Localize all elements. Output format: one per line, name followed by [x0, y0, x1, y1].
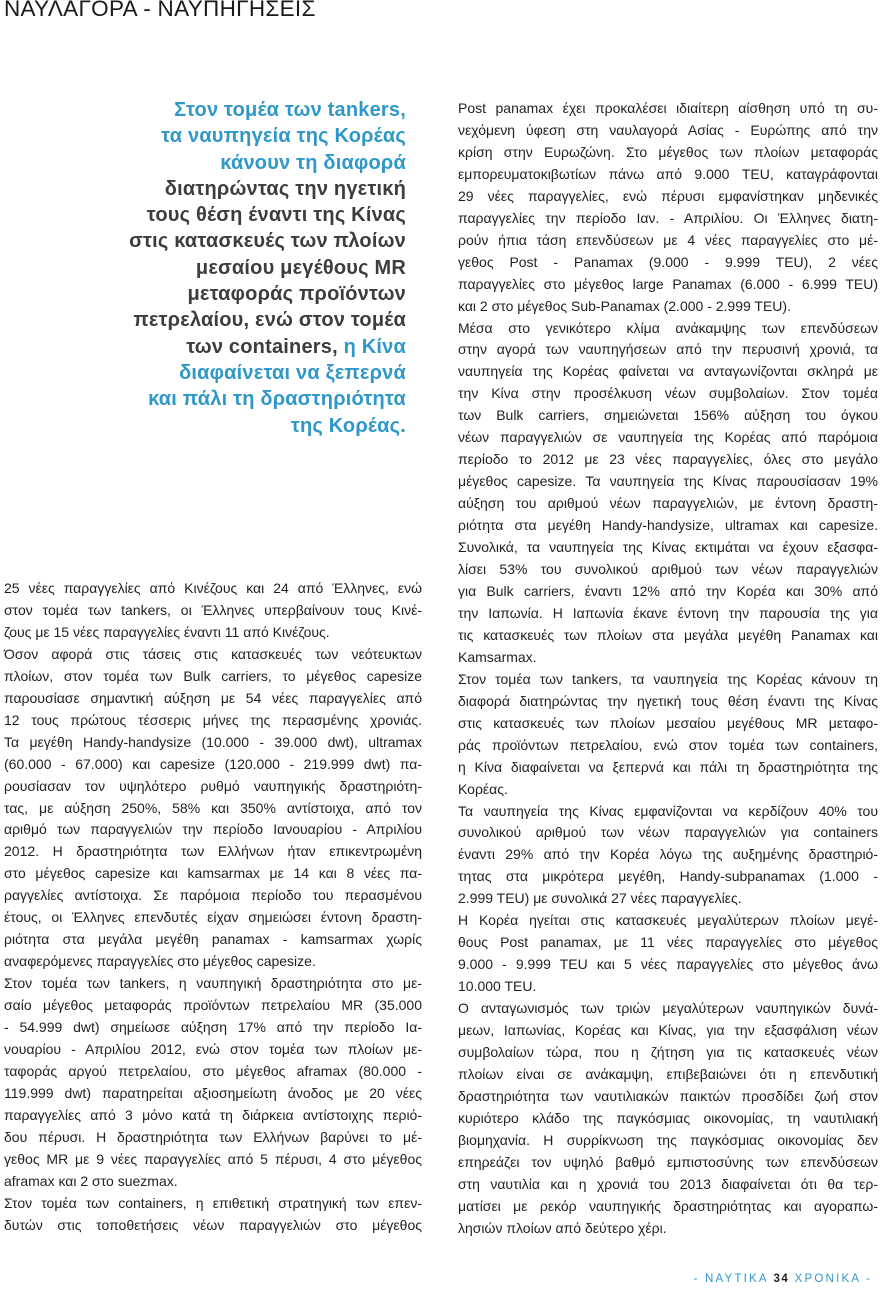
text-line: των Bulk carriers, σημειώνεται 156% αύξηση του όγκου [458, 407, 878, 424]
pull-quote [40, 97, 406, 439]
pull-quote-segment: πετρελαίου, ενώ στον τομέα [133, 309, 406, 332]
text-line: ραγγελίες αντίστοιχα. Σε παρόμοια περίοδο του περασμένου [4, 887, 422, 904]
text-line: την Ιαπωνία. Η Ιαπωνία έκανε έντονη την παρουσία της για [458, 604, 878, 621]
text-line: 25 νέες παραγγελίες από Κινέζους και 24 από Έλληνες, ενώ [4, 580, 422, 596]
text-line: αναφερόμενες παραγγελίες στο μέγεθος capesize. [4, 953, 316, 970]
text-line: Η Κορέα ηγείται στις κατασκευές μεγαλύτερων πλοίων μεγέ- [458, 912, 878, 929]
text-line: μεων, Ιαπωνίας, Κορέας και Κίνας, για την εξασφάλιση νέων [458, 1022, 878, 1039]
section-header: ΝΑΥΛΑΓΟΡΑ - ΝΑΥΠΗΓΗΣΕΙΣ [4, 0, 316, 21]
text-line: Στον τομέα των tankers, τα ναυπηγεία της Κορέας κάνουν τη [458, 670, 878, 687]
pull-quote-segment: διατηρώντας την ηγετική [164, 177, 406, 200]
text-line: λησιών πλοίων από δεύτερο χέρι. [458, 1219, 667, 1236]
text-line: παρουσίασε σημαντική αύξηση με 54 νέες παραγγελίες από [4, 689, 422, 706]
pull-quote-line [40, 202, 406, 228]
text-line: Στον τομέα των tankers, η ναυπηγική δραστηριότητα στο με- [4, 975, 422, 992]
text-line: ριότητα στα μεγάλα μεγέθη panamax - kamsarmax χωρίς [4, 931, 422, 948]
pull-quote-line [40, 307, 406, 333]
text-line: ματίσει με ρεκόρ ναυπηγικής δραστηριότητας και αγοραπω- [458, 1197, 878, 1214]
pull-quote-line [40, 334, 406, 360]
text-line: αριθμό των παραγγελιών την περίοδο Ιανουαρίου - Απριλίου [4, 821, 422, 838]
pull-quote-segment: και πάλι τη δραστηριότητα [148, 388, 406, 411]
text-line: δυτών στις τοποθετήσεις νέων παραγγελιών στο μέγεθος [4, 1216, 422, 1233]
text-line: σαίο μέγεθος μεταφοράς προϊόντων πετρελαίου MR (35.000 [4, 997, 422, 1014]
text-line: Μέσα στο γενικότερο κλίμα ανάκαμψης των επενδύσεων [458, 319, 878, 336]
text-line: ριότητα στα μεγέθη Handy-handysize, ultramax και capesize. [458, 517, 878, 534]
pull-quote-segment: τους θέση έναντι της Κίνας [146, 204, 406, 227]
pull-quote-line [40, 360, 406, 386]
text-line: δραστηριότητα των ναυτιλιακών παικτών προσδίδει ζωή στον [458, 1087, 878, 1104]
page-number: 34 [773, 1273, 790, 1285]
text-line: βιομηχανία. Η συρρίκνωση της παγκόσμιας οικονομίας δεν [458, 1131, 878, 1148]
footer [0, 1273, 872, 1285]
text-line: Στον τομέα των containers, η επιθετική στρατηγική των επεν- [4, 1194, 422, 1211]
text-line: για Bulk carriers, έναντι 12% από την Κορέα και 30% από [458, 582, 878, 599]
text-line: έναντι 29% από την Κορέα λόγω της αυξημένης δραστηριό- [458, 846, 878, 863]
text-line: κρίση στην Ευρωζώνη. Στο μέγεθος των πλοίων μεταφοράς [458, 143, 878, 160]
text-line: στη ναυτιλία και η χρονιά του 2013 διαφαίνεται ότι θα τερ- [458, 1175, 878, 1192]
text-line: νεχόμενη ύφεση στη ναυλαγορά Ασίας - Ευρώπης από την [458, 121, 878, 138]
text-line: ράς προϊόντων πετρελαίου, ενώ στον τομέα των containers, [458, 736, 878, 753]
text-line: διαφορά διατηρώντας την ηγετική τους θέση έναντι της Κίνας [458, 692, 878, 709]
text-line: παραγγελίες στο μέγεθος large Panamax (6.000 - 6.999 TEU) [458, 275, 878, 292]
pull-quote-segment: Στον τομέα των tankers, [174, 99, 406, 121]
text-line: κυριότερο κλάδο της παγκόσμιας οικονομίας, τη ναυτιλιακή [458, 1109, 878, 1126]
pull-quote-line [40, 228, 406, 254]
text-line: ναυπηγεία της Κορέας φαίνεται να ανταγωνίζονται σκληρά με [458, 363, 878, 380]
pull-quote-line [40, 123, 406, 149]
pull-quote-line [40, 97, 406, 123]
text-line: aframax και 2 στο suezmax. [4, 1172, 178, 1189]
text-line: 119.999 dwt) παρατηρείται αξιοσημείωτη άνοδος με 20 νέες [4, 1084, 422, 1101]
text-line: Τα μεγέθη Handy-handysize (10.000 - 39.000 dwt), ultramax [4, 733, 422, 750]
text-line: συμβολαίων τώρα, που η ζήτηση για τις κατασκευές νέων [458, 1043, 878, 1060]
text-line: ζους με 15 νέες παραγγελίες έναντι 11 από Κινέζους. [4, 623, 330, 640]
text-line: γεθος MR με 9 νέες παραγγελίες από 5 πέρυσι, 4 στο μέγεθος [4, 1150, 422, 1167]
text-line: νέων παραγγελιών σε ναυπηγεία της Κορέας από παρόμοια [458, 429, 878, 446]
text-line: Kamsarmax. [458, 648, 537, 665]
pull-quote-line [40, 150, 406, 176]
pull-quote-segment: η Κίνα [343, 335, 406, 358]
pull-quote-segment: μεσαίου μεγέθους MR [195, 256, 406, 279]
text-line: (60.000 - 67.000) και capesize (120.000 - 219.999 dwt) πα- [4, 755, 422, 772]
text-line: πλοίων είναι σε ανάκαμψη, επιβεβαιώνει ότι η επενδυτική [458, 1065, 878, 1082]
text-line: στον τομέα των tankers, οι Έλληνες υπερβαίνουν τους Κινέ- [4, 601, 422, 618]
text-line: Ο ανταγωνισμός των τριών μεγαλύτερων ναυπηγικών δυνά- [458, 1000, 878, 1017]
text-line: την Κίνα στην προσέλκυση νέων συμβολαίων. Στον τομέα [458, 385, 878, 402]
pull-quote-line [40, 176, 406, 202]
right-column [458, 98, 878, 1240]
text-line: μέγεθος capesize. Τα ναυπηγεία της Κίνας παρουσίασαν 19% [458, 473, 878, 490]
text-line: τητας στα μικρότερα μεγέθη, Handy-subpanamax (1.000 - [458, 868, 878, 885]
pull-quote-line [40, 386, 406, 412]
text-line: ταφοράς αργού πετρελαίου, στο μέγεθος aframax (80.000 - [4, 1062, 422, 1079]
text-line: συνολικού αριθμού των νέων παραγγελιών για containers [458, 824, 878, 841]
text-line: λίσει 53% του συνολικού αριθμού των νέων παραγγελιών [458, 561, 878, 578]
pull-quote-line [40, 413, 406, 439]
text-line: Κορέας. [458, 780, 508, 797]
pull-quote-line [40, 255, 406, 281]
text-line: 10.000 TEU. [458, 978, 537, 995]
text-line: και 2 στο μέγεθος Sub-Panamax (2.000 - 2.999 TEU). [458, 297, 791, 314]
pull-quote-segment: τα ναυπηγεία της Κορέας [161, 125, 406, 148]
text-line: πλοίων, στον τομέα των Bulk carriers, το μέγεθος capesize [4, 667, 422, 684]
text-line: στην αγορά των ναυπηγήσεων από την περυσινή χρονιά, τα [458, 341, 878, 358]
pull-quote-segment: διαφαίνεται να ξεπερνά [179, 361, 406, 384]
pull-quote-segment: στις κατασκευές των πλοίων [129, 230, 406, 253]
text-line: Post panamax έχει προκαλέσει ιδιαίτερη αίσθηση υπό τη συ- [458, 100, 878, 116]
text-line: νουαρίου - Απριλίου 2012, ενώ στον τομέα των πλοίων με- [4, 1041, 422, 1058]
pull-quote-segment: της Κορέας. [290, 414, 406, 437]
text-line: στο μέγεθος capesize και kamsarmax με 14 και 8 νέες πα- [4, 865, 422, 882]
pull-quote-segment: των containers, [186, 335, 344, 358]
pull-quote-line [40, 281, 406, 307]
left-column [4, 578, 422, 1237]
text-line: 2.999 TEU) με συνολικά 27 νέες παραγγελίες. [458, 890, 742, 907]
pull-quote-segment: κάνουν τη διαφορά [220, 151, 406, 174]
text-line: 29 νέες παραγγελίες, ενώ πέρυσι εμφανίστηκαν μηδενικές [458, 187, 878, 204]
text-line: περίοδο το 2012 με 23 νέες παραγγελίες, όλες στο μεγάλο [458, 451, 878, 468]
text-line: - 54.999 dwt) σημείωσε αύξηση 17% από την περίοδο Ια- [4, 1019, 422, 1036]
text-line: έτους, οι Έλληνες επενδυτές είχαν σημειώσει έντονη δραστη- [4, 909, 422, 926]
text-line: εμπορευματοκιβωτίων πάνω από 9.000 TEU, καταγράφονται [458, 165, 878, 182]
text-line: 2012. Η δραστηριότητα των Ελλήνων ήταν επικεντρωμένη [4, 843, 422, 860]
text-line: τας, με αύξηση 250%, 58% και 350% αντίστοιχα, από τον [4, 799, 422, 816]
text-line: η Κίνα διαφαίνεται να ξεπερνά και πάλι τη δραστηριότητα της [458, 758, 878, 775]
text-line: δου πέρυσι. Η δραστηριότητα των Ελλήνων βαρύνει το μέ- [4, 1128, 422, 1145]
text-line: θους Post panamax, με 11 νέες παραγγελίες στο μέγεθος [458, 934, 878, 951]
text-line: 12 τους πρώτους τέσσερις μήνες της περασμένης χρονιάς. [4, 711, 422, 728]
text-line: επηρεάζει τον υψηλό βαθμό εμπιστοσύνης των επενδύσεων [458, 1153, 878, 1170]
text-line: ρούν ήπια τάση επενδύσεων με 4 νέες παραγγελίες στο μέ- [458, 231, 878, 248]
text-line: γεθος Post - Panamax (9.000 - 9.999 TEU), 2 νέες [458, 253, 878, 270]
footer-suffix: ΧΡΟΝΙΚΑ - [789, 1273, 872, 1285]
footer-prefix: - ΝΑΥΤΙΚΑ [693, 1273, 774, 1285]
text-line: στις κατασκευές των πλοίων μεσαίου μεγέθους MR μεταφο- [458, 714, 878, 731]
text-line: παραγγελίες από 3 μόνο κατά τη διάρκεια αντίστοιχης περιό- [4, 1106, 422, 1123]
text-line: αύξηση του αριθμού νέων παραγγελιών, με έντονη δραστη- [458, 495, 878, 512]
text-line: 9.000 - 9.999 TEU και 5 νέες παραγγελίες στο μέγεθος άνω [458, 956, 878, 973]
text-line: Όσον αφορά στις τάσεις στις κατασκευές των νεότευκτων [4, 645, 422, 662]
text-line: παραγγελίες την περίοδο Ιαν. - Απριλίου. Οι Έλληνες διατη- [458, 209, 878, 226]
text-line: Συνολικά, τα ναυπηγεία της Κίνας εκτιμάται να έχουν εξασφα- [458, 539, 878, 556]
pull-quote-segment: μεταφοράς προϊόντων [187, 283, 406, 306]
text-line: τις κατασκευές των πλοίων στα μεγάλα μεγέθη Panamax και [458, 626, 878, 643]
text-line: ρουσίασαν τον υψηλότερο ρυθμό ναυπηγικής δραστηριότη- [4, 777, 422, 794]
text-line: Τα ναυπηγεία της Κίνας εμφανίζονται να κερδίζουν 40% του [458, 802, 878, 819]
